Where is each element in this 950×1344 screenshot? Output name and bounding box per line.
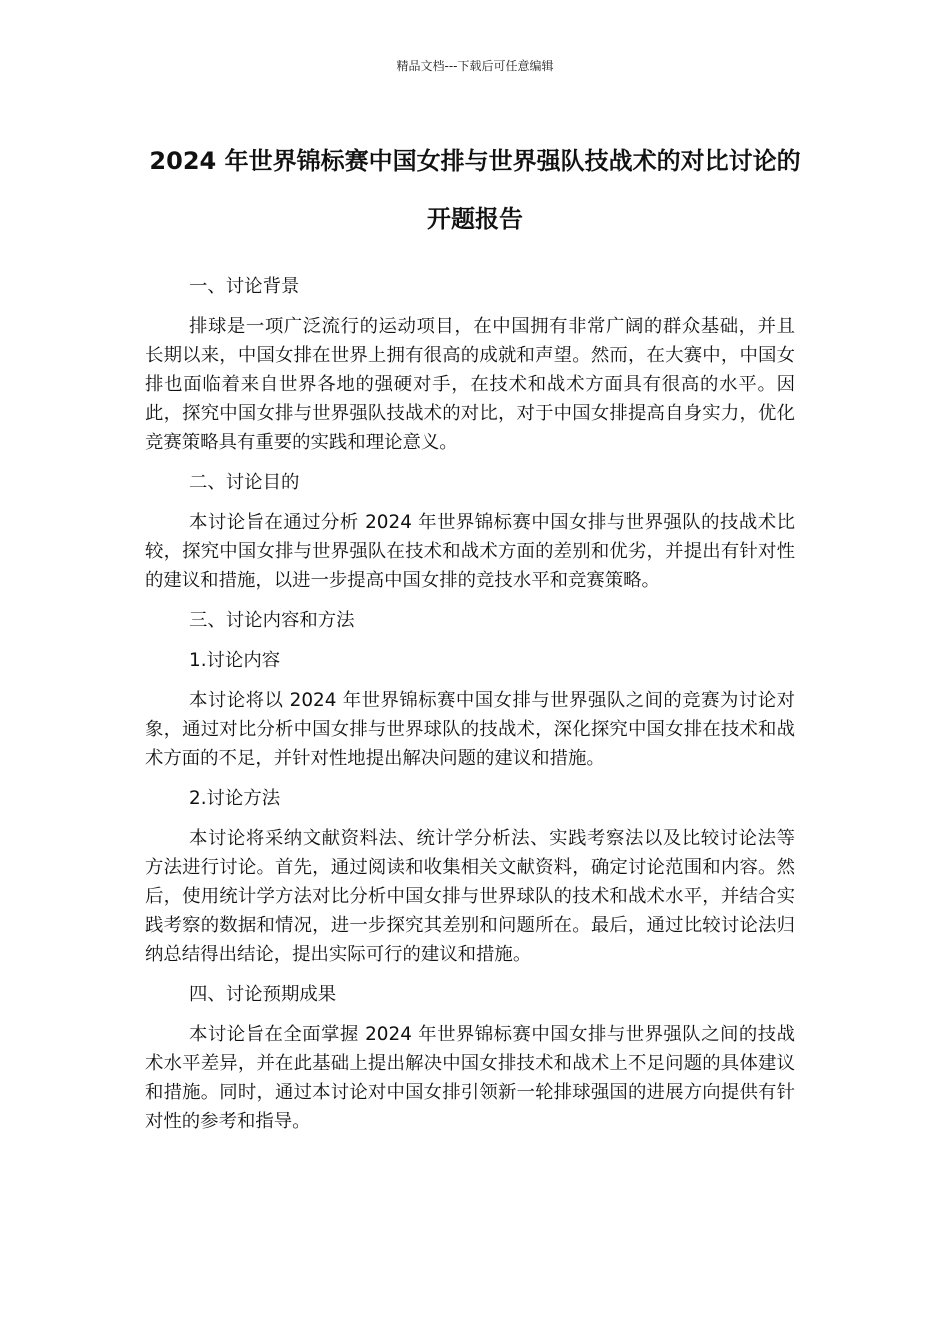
- header-note: 精品文档---下载后可任意编辑: [396, 59, 554, 73]
- section-heading-purpose: 二、讨论目的: [189, 472, 300, 493]
- section-heading-expected-results: 四、讨论预期成果: [189, 984, 337, 1005]
- document-title: 2024 年世界锦标赛中国女排与世界强队技战术的对比讨论的开题报告: [149, 147, 801, 233]
- section-body-background: 排球是一项广泛流行的运动项目，在中国拥有非常广阔的群众基础，并且长期以来，中国女排在世界上拥有很高的成就和声望。然而，在大赛中，中国女排也面临着来自世界各地的强硬对手，在技术和战术方面具有很高的水平。因此，探究中国女排与世界强队技战术的对比，对于中国女排提高自身实力，优化竞赛策略具有重要的实践和理论意义。: [145, 316, 795, 453]
- subsection-heading-method: 2.讨论方法: [189, 788, 281, 809]
- section-body-expected-results: 本讨论旨在全面掌握 2024 年世界锦标赛中国女排与世界强队之间的技战术水平差异，并在此基础上提出解决中国女排技术和战术上不足问题的具体建议和措施。同时，通过本讨论对中国女排引领新一轮排球强国的进展方向提供有针对性的参考和指导。: [145, 1024, 795, 1132]
- document-body: [145, 272, 795, 1147]
- subsection-body-content: 本讨论将以 2024 年世界锦标赛中国女排与世界强队之间的竞赛为讨论对象，通过对比分析中国女排与世界球队的技战术，深化探究中国女排在技术和战术方面的不足，并针对性地提出解决问题的建议和措施。: [145, 690, 795, 769]
- subsection-heading-content: 1.讨论内容: [189, 650, 281, 671]
- subsection-body-method: 本讨论将采纳文献资料法、统计学分析法、实践考察法以及比较讨论法等方法进行讨论。首先，通过阅读和收集相关文献资料，确定讨论范围和内容。然后，使用统计学方法对比分析中国女排与世界球队的技术和战术水平，并结合实践考察的数据和情况，进一步探究其差别和问题所在。最后，通过比较讨论法归纳总结得出结论，提出实际可行的建议和措施。: [145, 828, 795, 965]
- section-body-purpose: 本讨论旨在通过分析 2024 年世界锦标赛中国女排与世界强队的技战术比较，探究中国女排与世界强队在技术和战术方面的差别和优劣，并提出有针对性的建议和措施，以进一步提高中国女排的竞技水平和竞赛策略。: [145, 512, 795, 591]
- section-heading-background: 一、讨论背景: [189, 276, 300, 297]
- section-heading-content-method: 三、讨论内容和方法: [189, 610, 355, 631]
